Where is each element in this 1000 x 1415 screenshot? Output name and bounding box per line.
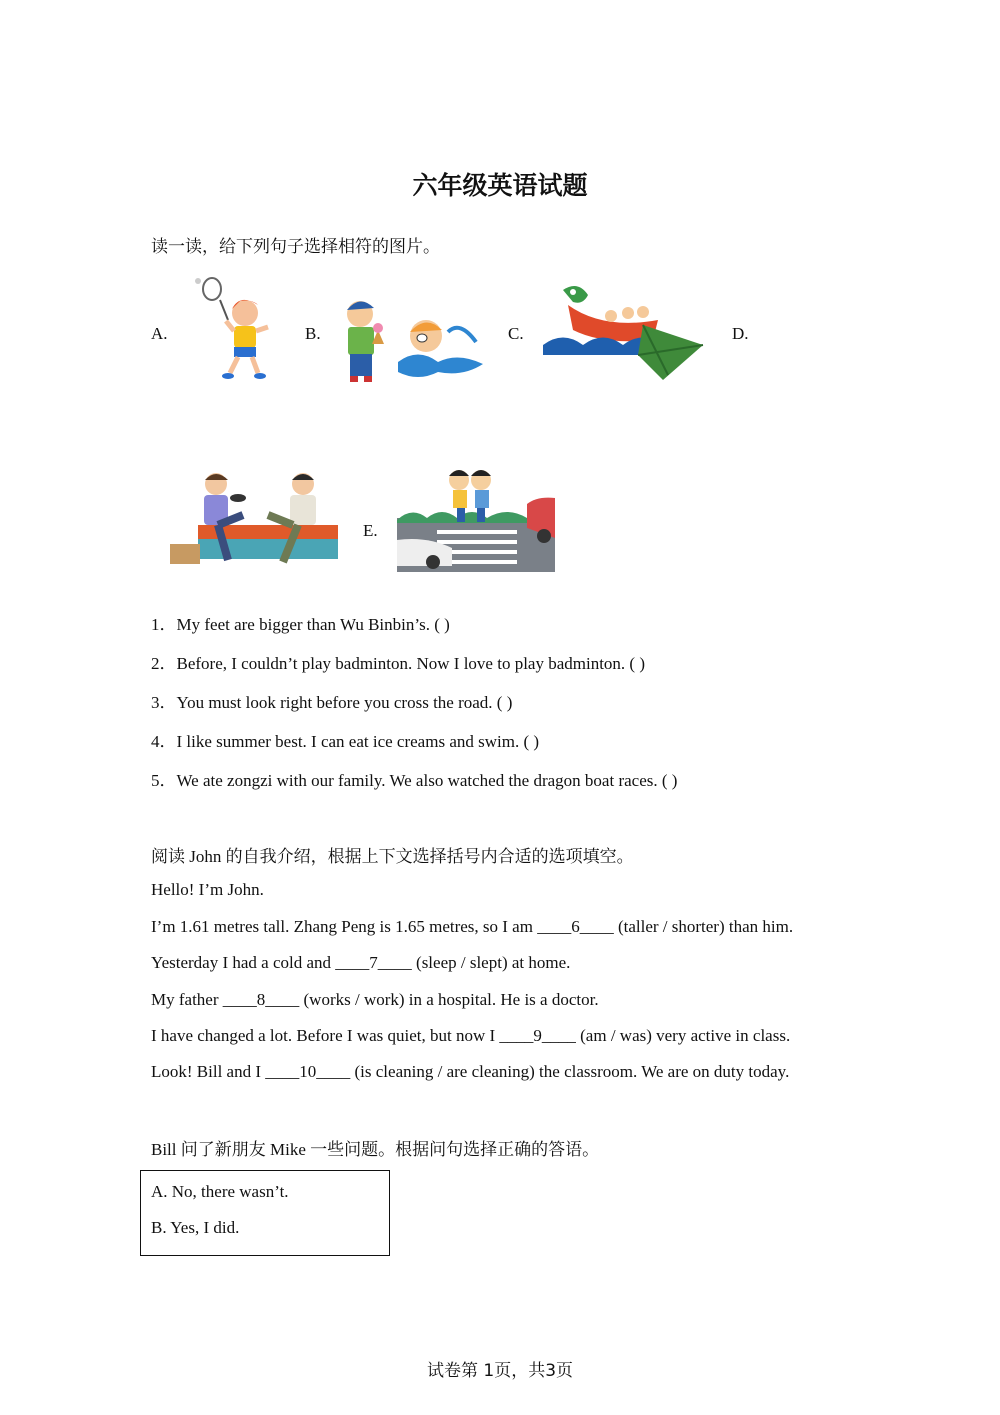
question-1: 1．My feet are bigger than Wu Binbin’s. ( ) bbox=[151, 615, 450, 634]
two-men-comparing-shoes-picture bbox=[168, 470, 338, 572]
passage-line: My father ____8____ (works / work) in a hospital. He is a doctor. bbox=[151, 990, 599, 1009]
section3-instruction: Bill 问了新朋友 Mike 一些问题。根据问句选择正确的答语。 bbox=[151, 1140, 600, 1160]
passage-line: I’m 1.61 metres tall. Zhang Peng is 1.65 metres, so I am ____6____ (taller / shorter) than him. bbox=[151, 917, 794, 936]
dragon-boat-and-zongzi-picture bbox=[543, 280, 708, 385]
boy-playing-badminton-picture bbox=[190, 275, 280, 385]
option-e-letter: E. bbox=[363, 521, 378, 540]
option-a-letter: A. bbox=[151, 324, 168, 343]
option-c-letter: C. bbox=[508, 324, 524, 343]
section2-instruction: 阅读 John 的自我介绍，根据上下文选择括号内合适的选项填空。 bbox=[151, 847, 634, 867]
passage-line: Yesterday I had a cold and ____7____ (sleep / slept) at home. bbox=[151, 953, 571, 972]
option-d-letter: D. bbox=[732, 324, 749, 343]
page-footer: 试卷第 1页，共3页 bbox=[426, 1361, 574, 1381]
page-title: 六年级英语试题 bbox=[412, 171, 588, 200]
question-2: 2．Before, I couldn’t play badminton. Now I love to play badminton. ( ) bbox=[151, 654, 646, 673]
answer-option-a: A. No, there wasn’t. bbox=[151, 1182, 289, 1201]
question-5: 5．We ate zongzi with our family. We also watched the dragon boat races. ( ) bbox=[151, 771, 678, 790]
passage-line: Look! Bill and I ____10____ (is cleaning / are cleaning) the classroom. We are on duty today. bbox=[151, 1062, 790, 1081]
children-crossing-road-picture bbox=[397, 468, 555, 572]
section1-instruction: 读一读，给下列句子选择相符的图片。 bbox=[151, 237, 440, 257]
passage-line: Hello! I’m John. bbox=[151, 880, 264, 899]
question-3: 3．You must look right before you cross the road. ( ) bbox=[151, 693, 513, 712]
option-b-letter: B. bbox=[305, 324, 321, 343]
question-4: 4．I like summer best. I can eat ice creams and swim. ( ) bbox=[151, 732, 540, 751]
boy-ice-cream-and-swimmer-picture bbox=[338, 292, 486, 387]
answer-option-b: B. Yes, I did. bbox=[151, 1218, 240, 1237]
passage-line: I have changed a lot. Before I was quiet, but now I ____9____ (am / was) very active in class. bbox=[151, 1026, 791, 1045]
